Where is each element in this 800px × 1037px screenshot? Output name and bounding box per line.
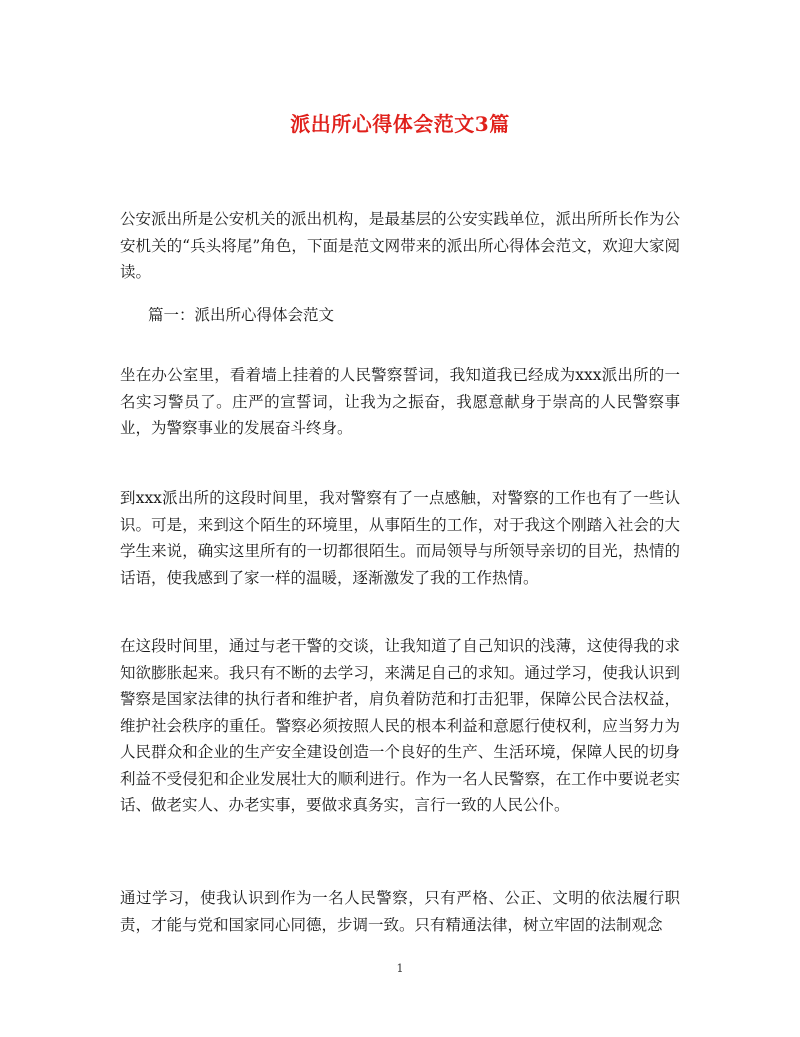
document-title: 派出所心得体会范文3篇 xyxy=(290,112,510,136)
body-paragraph-3: 在这段时间里，通过与老干警的交谈，让我知道了自己知识的浅薄，这使得我的求知欲膨胀起来。我只有不断的去学习，来满足自己的求知。通过学习，使我认识到警察是国家法律的执行者和维护者，肩负着防范和打击犯罪，保障公民合法权益，维护社会秩序的重任。警察必须按照人民的根本利益和意愿行使权利，应当努力为人民群众和企业的生产安全建设创造一个良好的生产、生活环境，保障人民的切身利益不受侵犯和企业发展壮大的顺利进行。作为一名人民警察，在工作中要说老实话、做老实人、办老实事，要做求真务实，言行一致的人民公仆。 xyxy=(120,637,680,814)
intro-paragraph: 公安派出所是公安机关的派出机构，是最基层的公安实践单位，派出所所长作为公安机关的“兵头将尾”角色，下面是范文网带来的派出所心得体会范文，欢迎大家阅读。 xyxy=(120,210,680,281)
body-paragraph-2: 到xxx派出所的这段时间里，我对警察有了一点感触，对警察的工作也有了一些认识。可是，来到这个陌生的环境里，从事陌生的工作，对于我这个刚踏入社会的大学生来说，确实这里所有的一切都很陌生。而局领导与所领导亲切的目光，热情的话语，使我感到了家一样的温暖，逐渐激发了我的工作热情。 xyxy=(120,489,680,587)
body-paragraph-1: 坐在办公室里，看着墙上挂着的人民警察誓词，我知道我已经成为xxx派出所的一名实习警员了。庄严的宣誓词，让我为之振奋，我愿意献身于崇高的人民警察事业，为警察事业的发展奋斗终身。 xyxy=(120,366,680,437)
section-heading: 篇一：派出所心得体会范文 xyxy=(148,306,335,324)
body-paragraph-4: 通过学习，使我认识到作为一名人民警察，只有严格、公正、文明的依法履行职责，才能与党和国家同心同德，步调一致。只有精通法律，树立牢固的法制观念 xyxy=(120,889,680,934)
page-number: 1 xyxy=(396,962,404,975)
